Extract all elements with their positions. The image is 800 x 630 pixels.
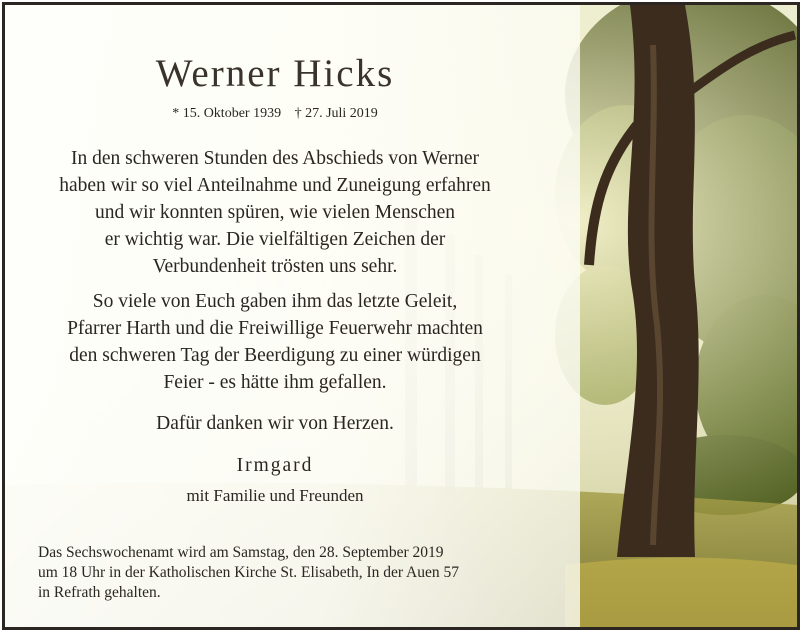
notice-line: Das Sechswochenamt wird am Samstag, den 28. September 2019 <box>38 544 444 561</box>
thanks-line <box>5 410 545 437</box>
birth-date: * 15. Oktober 1939 <box>172 106 282 121</box>
text-line: Dafür danken wir von Herzen. <box>156 413 394 434</box>
life-dates <box>5 106 545 122</box>
text-line: und wir konnten spüren, wie vielen Menschen <box>94 202 456 223</box>
notice-line: um 18 Uhr in der Katholischen Kirche St. Elisabeth, In der Auen 57 <box>38 564 459 581</box>
text-line: So viele von Euch gaben ihm das letzte Geleit, <box>92 291 458 312</box>
memorial-mass-notice <box>38 543 558 603</box>
gratitude-paragraph <box>5 145 545 280</box>
text-line: Verbundenheit trösten uns sehr. <box>152 256 398 277</box>
text-line: den schweren Tag der Beerdigung zu einer würdigen <box>69 345 481 366</box>
text-line: er wichtig war. Die vielfältigen Zeichen der <box>104 229 446 250</box>
signer-name: Irmgard <box>236 455 314 476</box>
death-date: † 27. Juli 2019 <box>294 106 378 121</box>
deceased-name: Werner Hicks <box>155 52 395 95</box>
signer-family: mit Familie und Freunden <box>186 486 364 505</box>
text-line: Feier - es hätte ihm gefallen. <box>163 372 387 393</box>
text-line: haben wir so viel Anteilnahme und Zuneigung erfahren <box>59 175 491 196</box>
funeral-paragraph <box>5 288 545 396</box>
obituary-frame <box>2 2 800 630</box>
notice-line: in Refrath gehalten. <box>38 584 161 601</box>
text-line: In den schweren Stunden des Abschieds von Werner <box>70 148 479 169</box>
text-line: Pfarrer Harth und die Freiwillige Feuerwehr machten <box>67 318 483 339</box>
